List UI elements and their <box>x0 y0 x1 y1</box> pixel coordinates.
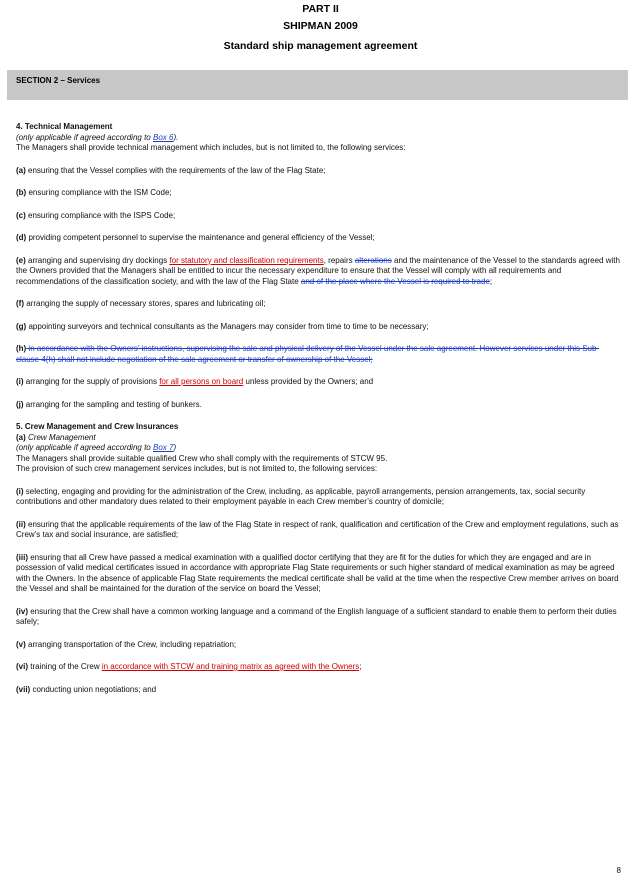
inserted-text: in accordance with STCW and training matrix as agreed with the Owners <box>101 662 360 671</box>
clause-4h: (h) in accordance with the Owners’ instructions, supervising the sale and physical delivery of the Vessel under the sale agreement. However services under this Sub-clause 4(h) shall not include negotiation of the sale agreement or transfer of ownership of the Vessel; <box>16 344 600 364</box>
clause-5-note: (only applicable if agreed according to Box 7) <box>16 443 177 452</box>
deleted-text: in accordance with the Owners’ instructions, supervising the sale and physical delivery of the Vessel under the sale agreement. However services under this Sub-clause 4(h) shall not include negotiation of the sale agreement or transfer of ownership of the Vessel; <box>16 344 600 364</box>
clause-5a-iii: (iii) ensuring that all Crew have passed a medical examination with a qualified doctor certifying that they are fit for the duties for which they are engaged and are in possession of valid medical certificates issued in accordance with appropriate Flag State requirements or such higher standard of medical examination as may be agreed with the Owners. In the absence of applicable Flag State requirements the medical certificate shall be valid at the time when the respective Crew member arrives on board the Vessel and shall be maintained for the duration of the service on board the Vessel; <box>16 552 619 593</box>
inserted-text: for all persons on board <box>159 377 244 386</box>
clause-5-intro-2: The provision of such crew management services includes, but is not limited to, the following services: <box>16 464 378 473</box>
box-6-link[interactable]: Box 6 <box>152 132 174 142</box>
deleted-text: alterations <box>354 255 392 265</box>
clause-5a-v: (v) arranging transportation of the Crew, including repatriation; <box>16 639 237 649</box>
form-name: SHIPMAN 2009 <box>283 20 358 32</box>
clause-5a-i: (i) selecting, engaging and providing for the administration of the Crew, including, as applicable, payroll arrangements, pension arrangements, tax, social security contributions and other mandatory dues related to their employment payable in each Crew member’s country of domicile; <box>16 486 586 506</box>
part-heading: PART II <box>302 3 339 15</box>
clause-5a-iv: (iv) ensuring that the Crew shall have a common working language and a command of the English language of a sufficient standard to enable them to perform their duties safely; <box>16 606 617 626</box>
clause-4c: (c) ensuring compliance with the ISPS Code; <box>16 210 176 220</box>
clause-5-heading: 5. Crew Management and Crew Insurances <box>16 422 179 431</box>
document-body <box>16 122 621 695</box>
clause-4f: (f) arranging the supply of necessary stores, spares and lubricating oil; <box>16 299 266 308</box>
clause-4g: (g) appointing surveyors and technical consultants as the Managers may consider from time to time to be necessary; <box>16 321 429 331</box>
clause-4b: (b) ensuring compliance with the ISM Code; <box>16 188 172 197</box>
clause-5a-heading: (a) Crew Management <box>16 432 96 442</box>
document-title: Standard ship management agreement <box>223 40 418 52</box>
clause-5a-ii: (ii) ensuring that the applicable requirements of the law of the Flag State in respect of rank, qualification and certification of the Crew and employment regulations, such as Crew’s tax and social insurance, are satisfied; <box>16 519 619 539</box>
page-number: 8 <box>616 866 621 875</box>
clause-4a: (a) ensuring that the Vessel complies with the requirements of the law of the Flag State; <box>16 165 326 175</box>
clause-4-intro: The Managers shall provide technical management which includes, but is not limited to, the following services: <box>16 143 406 152</box>
section-bar <box>7 70 628 100</box>
clause-4-note: (only applicable if agreed according to Box 6). <box>16 132 179 142</box>
clause-4-heading: 4. Technical Management <box>16 122 113 131</box>
clause-5a-vii: (vii) conducting union negotiations; and <box>16 684 157 694</box>
inserted-text: for statutory and classification requirements <box>169 255 324 265</box>
clause-5-intro-1: The Managers shall provide suitable qualified Crew who shall comply with the requirements of STCW 95. <box>16 453 388 463</box>
deleted-text: and of the place where the Vessel is required to trade <box>300 276 490 286</box>
clause-5a-vi: (vi) training of the Crew in accordance with STCW and training matrix as agreed with the Owners; <box>16 662 362 671</box>
clause-4j: (j) arranging for the sampling and testing of bunkers. <box>16 399 202 409</box>
clause-4e: (e) arranging and supervising dry dockings for statutory and classification requirements, repairs alterations and the maintenance of the Vessel to the standards agreed with the Owners provided that the Managers shall be entitled to incur the necessary expenditure to ensure that the Vessel will comply with all requirements and recommendations of the classification society, and with the law of the Flag State and of the place where the Vessel is required to trade; <box>16 255 620 286</box>
clause-4d: (d) providing competent personnel to supervise the maintenance and general efficiency of the Vessel; <box>16 233 375 242</box>
clause-4i: (i) arranging for the supply of provisions for all persons on board unless provided by the Owners; and <box>16 377 374 386</box>
box-7-link[interactable]: Box 7 <box>152 443 174 452</box>
section-label: SECTION 2 – Services <box>16 76 101 85</box>
